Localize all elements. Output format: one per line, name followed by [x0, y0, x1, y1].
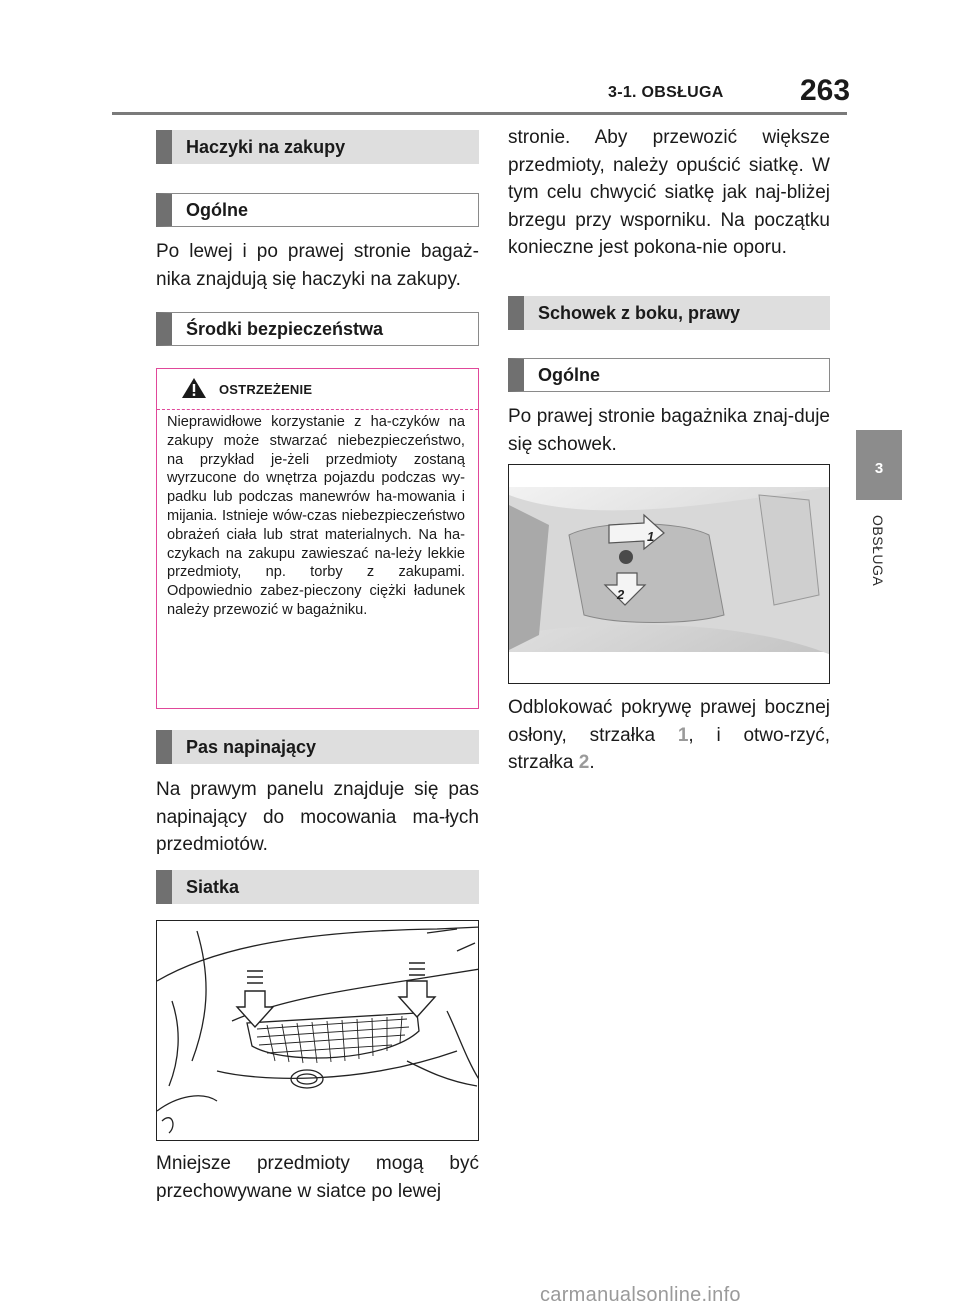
heading-tension-strap: [156, 730, 479, 764]
warning-title: OSTRZEŻENIE: [219, 382, 313, 397]
page-number: 263: [800, 74, 851, 107]
section-title: 3-1. OBSŁUGA: [608, 84, 724, 101]
heading-text: Pas napinający: [186, 737, 317, 757]
heading-net: [156, 870, 479, 904]
paragraph-unlock: [508, 694, 830, 777]
warning-box: [156, 368, 479, 709]
heading-text: Siatka: [186, 877, 240, 897]
heading-text: Ogólne: [538, 365, 600, 385]
unlock-text-a: Odblokować pokrywę prawej bocznej osłony, strzałka: [508, 697, 830, 746]
arrow-label-2: 2: [617, 587, 625, 602]
heading-text: Haczyki na zakupy: [186, 137, 346, 157]
chapter-tab-number: 3: [874, 460, 884, 477]
arrow-ref-1: 1: [677, 724, 689, 746]
heading-text: Ogólne: [186, 200, 248, 220]
chapter-tab-label: OBSŁUGA: [870, 515, 886, 587]
watermark: carmanualsonline.info: [540, 1284, 741, 1306]
paragraph-strap: Na prawym panelu znajduje się pas napinający do mocowania ma-łych przedmiotów.: [156, 779, 479, 855]
warning-divider: [157, 409, 478, 410]
heading-text: Schowek z boku, prawy: [538, 303, 741, 323]
warning-text: Nieprawidłowe korzystanie z ha-czyków na zakupy może stwarzać niebezpieczeństwo, na przykład je-żeli przedmioty zostaną wyrzucone do wnętrza pojazdu podczas wy-padku lub podczas manewrów ha-mowania i mijania. Istnieje wów-czas niebezpieczeństwo obrażeń ciała lub strat materialnych. Na ha-czykach na zakupu zawieszać na-leży lekkie przedmioty, np. torby z zakupami. Odpowiednio zabez-pieczony ciężki ładunek należy przewozić w bagażniku.: [167, 414, 465, 618]
paragraph-hooks: Po lewej i po prawej stronie bagaż-nika znajdują się haczyki na zakupy.: [156, 241, 479, 290]
subheading-safety: [156, 312, 479, 346]
subheading-general-2: [508, 358, 830, 392]
storage-compartment-photo: [508, 464, 830, 684]
paragraph-storage: Po prawej stronie bagażnika znaj-duje się schowek.: [508, 406, 830, 455]
heading-shopping-hooks: [156, 130, 479, 164]
arrow-label-1: 1: [647, 529, 655, 544]
arrow-ref-2: 2: [578, 752, 590, 773]
chapter-tab-label-wrap: [860, 515, 900, 615]
subheading-general: [156, 193, 479, 227]
paragraph-net: Mniejsze przedmioty mogą być przechowywane w siatce po lewej: [156, 1153, 479, 1202]
warning-triangle-icon: [181, 377, 207, 399]
unlock-text-b: , i otwo-rzyć, strzałka: [508, 724, 831, 773]
header-rule: [112, 112, 847, 115]
heading-side-storage: [508, 296, 830, 330]
net-drawing: [157, 921, 479, 1141]
heading-text: Środki bezpieczeństwa: [186, 319, 384, 339]
paragraph-net-continued: stronie. Aby przewozić większe przedmioty, należy opuścić siatkę. W tym celu chwycić siatkę jak naj-bliżej brzegu przy wsporniku. Na początku konieczne jest pokona-nie oporu.: [508, 127, 830, 258]
storage-drawing: [509, 465, 830, 684]
unlock-text-c: .: [589, 752, 595, 773]
net-illustration: [156, 920, 479, 1141]
